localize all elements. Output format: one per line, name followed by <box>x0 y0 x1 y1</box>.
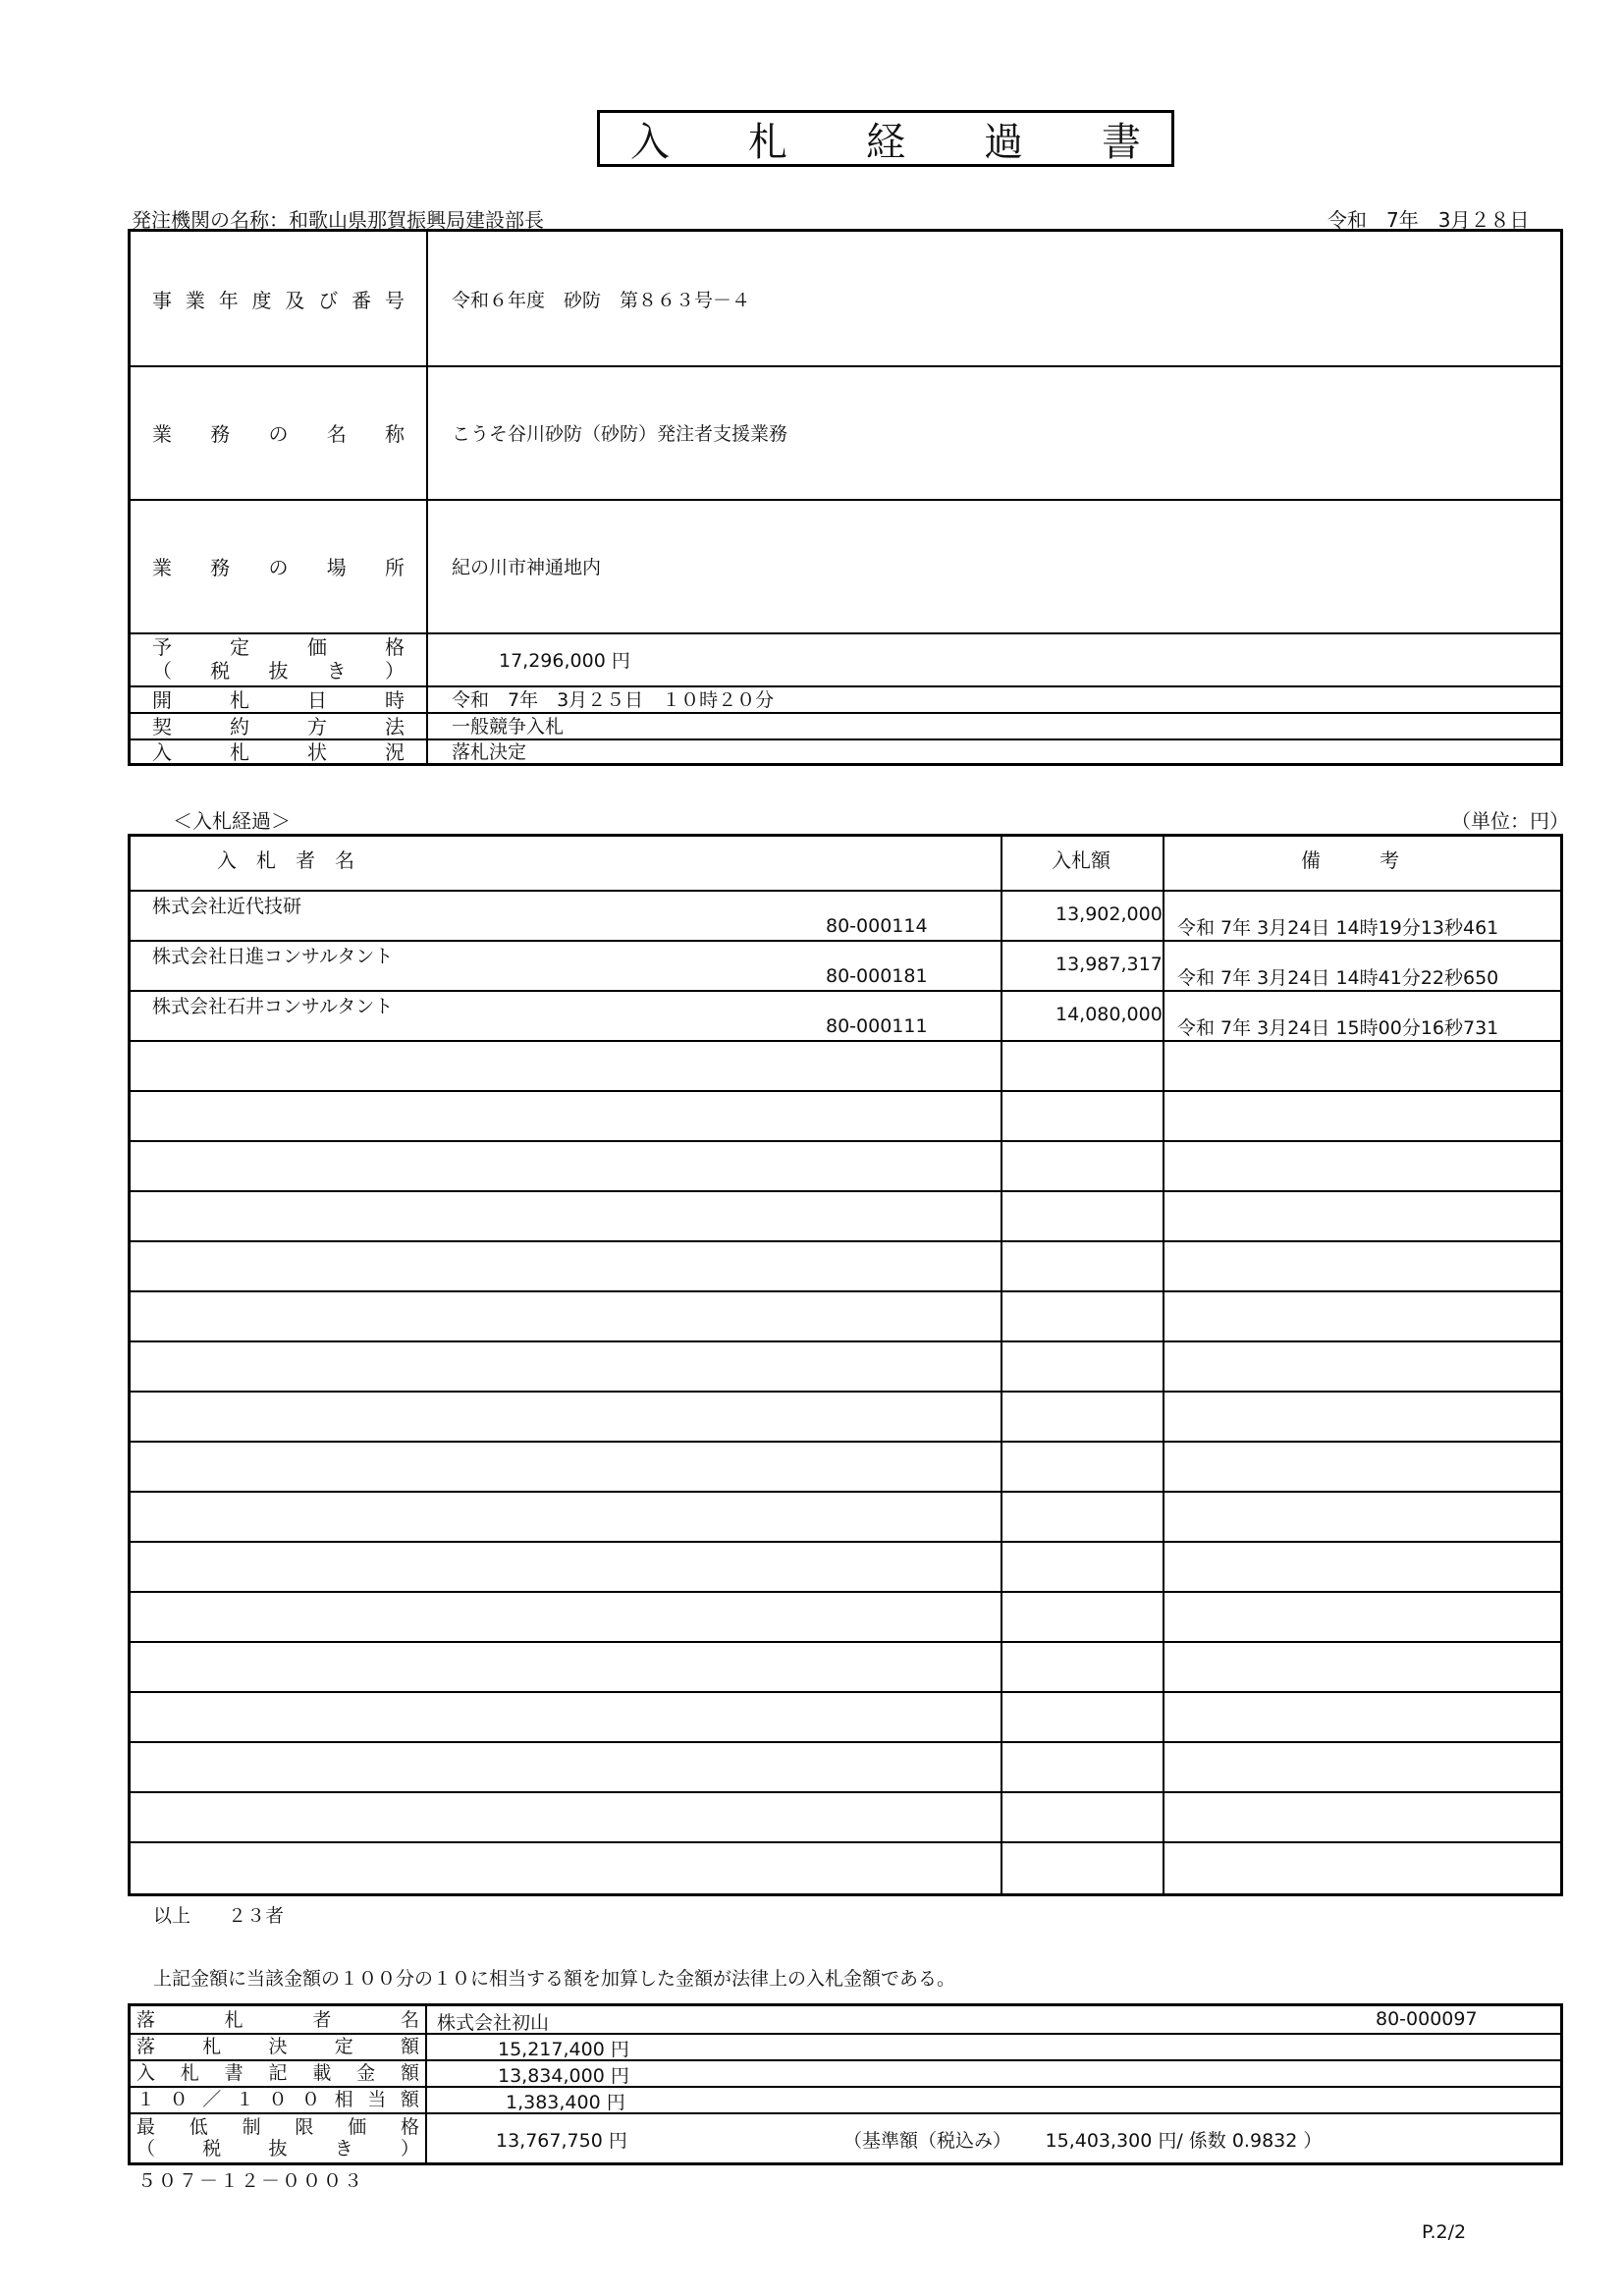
bid-row-empty <box>131 1040 1560 1092</box>
document-number: ５０７－１２－０００３ <box>137 2170 365 2192</box>
min-amount: 13,767,750 円 <box>496 2130 627 2152</box>
summary-row-decided <box>131 2033 1560 2061</box>
label-year: 事 業 年 度 及 び 番 号 <box>152 288 405 312</box>
document-title <box>597 110 1174 167</box>
summary-row-tax <box>131 2086 1560 2114</box>
bid-row-empty <box>131 1190 1560 1242</box>
label-winner: 落 札 者 名 <box>136 2008 419 2031</box>
bid-row-empty <box>131 1290 1560 1342</box>
value-name: こうそ谷川砂防（砂防）発注者支援業務 <box>452 422 788 445</box>
base-amount-note: （基準額（税込み） 15,403,300 円/ 係数 0.9832 ） <box>843 2130 1323 2152</box>
winner-code: 80-000097 <box>1376 2008 1478 2030</box>
summary-row-winner <box>131 2006 1560 2035</box>
bidder-code: 80-000181 <box>826 965 928 987</box>
bidder-name: 株式会社日進コンサルタント <box>152 946 394 967</box>
bid-row-empty <box>131 1090 1560 1142</box>
bid-row-empty <box>131 1791 1560 1843</box>
decided-amount: 15,217,400 円 <box>498 2039 629 2060</box>
bidder-name: 株式会社石井コンサルタント <box>152 996 394 1017</box>
winner-name: 株式会社初山 <box>437 2012 550 2034</box>
title-char: 札 <box>748 119 787 165</box>
header-remarks: 備 考 <box>1301 848 1399 872</box>
value-year: 令和６年度 砂防 第８６３号－４ <box>452 289 751 311</box>
page-number: P.2/2 <box>1422 2221 1467 2243</box>
bid-remark: 令和 7年 3月24日 14時41分22秒650 <box>1177 967 1499 989</box>
bid-remark: 令和 7年 3月24日 15時00分16秒731 <box>1177 1017 1499 1039</box>
bid-row-empty <box>131 1491 1560 1543</box>
label-min-note: （ 税 抜 き ） <box>136 2137 419 2159</box>
header-bidder: 入 札 者 名 <box>217 848 354 872</box>
bid-amount: 14,080,000 <box>1056 1004 1163 1025</box>
bid-row-empty <box>131 1691 1560 1743</box>
bid-row-empty <box>131 1641 1560 1693</box>
info-row-price <box>131 632 1560 687</box>
label-tax: １ ０ ／ １ ０ ０ 相 当 額 <box>136 2088 419 2110</box>
bid-row-empty <box>131 1441 1560 1493</box>
info-row-year <box>131 232 1560 367</box>
bid-row-empty <box>131 1741 1560 1793</box>
label-price: 予 定 価 格 <box>152 635 405 659</box>
value-opening: 令和 7年 3月２５日 １０時２０分 <box>452 689 775 711</box>
bid-row-empty <box>131 1340 1560 1393</box>
title-char: 経 <box>866 119 905 165</box>
bid-row-empty <box>131 1841 1560 1891</box>
document-date: 令和 7年 3月２８日 <box>1327 208 1530 232</box>
bid-amount: 13,987,317 <box>1056 954 1163 975</box>
bidder-total: 以上 ２３者 <box>153 1905 285 1927</box>
info-row-opening <box>131 685 1560 714</box>
info-row-name <box>131 365 1560 501</box>
orderer-name: 発注機関の名称：和歌山県那賀振興局建設部長 <box>132 208 544 232</box>
title-char: 過 <box>984 119 1023 165</box>
label-bid: 入 札 書 記 載 金 額 <box>136 2061 419 2084</box>
bids-table <box>128 834 1563 1896</box>
title-char: 書 <box>1102 119 1141 165</box>
bid-row-empty <box>131 1541 1560 1593</box>
bid-row-empty <box>131 1591 1560 1643</box>
bids-header-row <box>131 837 1560 892</box>
value-price: 17,296,000 円 <box>499 649 630 672</box>
summary-row-bid <box>131 2059 1560 2088</box>
label-place: 業 務 の 場 所 <box>152 555 405 579</box>
header-amount: 入札額 <box>1052 848 1110 872</box>
bid-row-empty <box>131 1240 1560 1292</box>
label-method: 契 約 方 法 <box>152 715 405 738</box>
tax-note: 上記金額に当該金額の１００分の１０に相当する額を加算した金額が法律上の入札金額である。 <box>153 1968 956 1990</box>
value-place: 紀の川市神通地内 <box>452 556 602 578</box>
bids-caption: ＜入札経過＞ <box>173 809 291 833</box>
unit-label: （単位：円） <box>1451 809 1569 833</box>
bid-remark: 令和 7年 3月24日 14時19分13秒461 <box>1177 917 1499 939</box>
value-status: 落札決定 <box>452 741 527 763</box>
label-decided: 落 札 決 定 額 <box>136 2035 419 2057</box>
info-row-place <box>131 499 1560 634</box>
title-char: 入 <box>630 119 670 165</box>
label-min: 最 低 制 限 価 格 <box>136 2115 419 2138</box>
tax-amount: 1,383,400 円 <box>506 2092 625 2113</box>
bidder-code: 80-000111 <box>826 1015 928 1037</box>
award-summary-table <box>128 2003 1563 2165</box>
bid-row-empty <box>131 1140 1560 1192</box>
bid-row-empty <box>131 1391 1560 1443</box>
bidder-code: 80-000114 <box>826 915 928 937</box>
bid-amount: 13,902,000 <box>1056 903 1163 925</box>
bidder-name: 株式会社近代技研 <box>152 896 302 917</box>
label-name: 業 務 の 名 称 <box>152 421 405 446</box>
label-opening: 開 札 日 時 <box>152 688 405 712</box>
info-row-status <box>131 738 1560 763</box>
label-price-note: （ 税 抜 き ） <box>152 659 405 683</box>
summary-row-min <box>131 2112 1560 2162</box>
label-status: 入 札 状 況 <box>152 740 405 764</box>
value-method: 一般競争入札 <box>452 716 565 738</box>
project-info-table <box>128 229 1563 766</box>
bid-amount: 13,834,000 円 <box>498 2065 629 2087</box>
